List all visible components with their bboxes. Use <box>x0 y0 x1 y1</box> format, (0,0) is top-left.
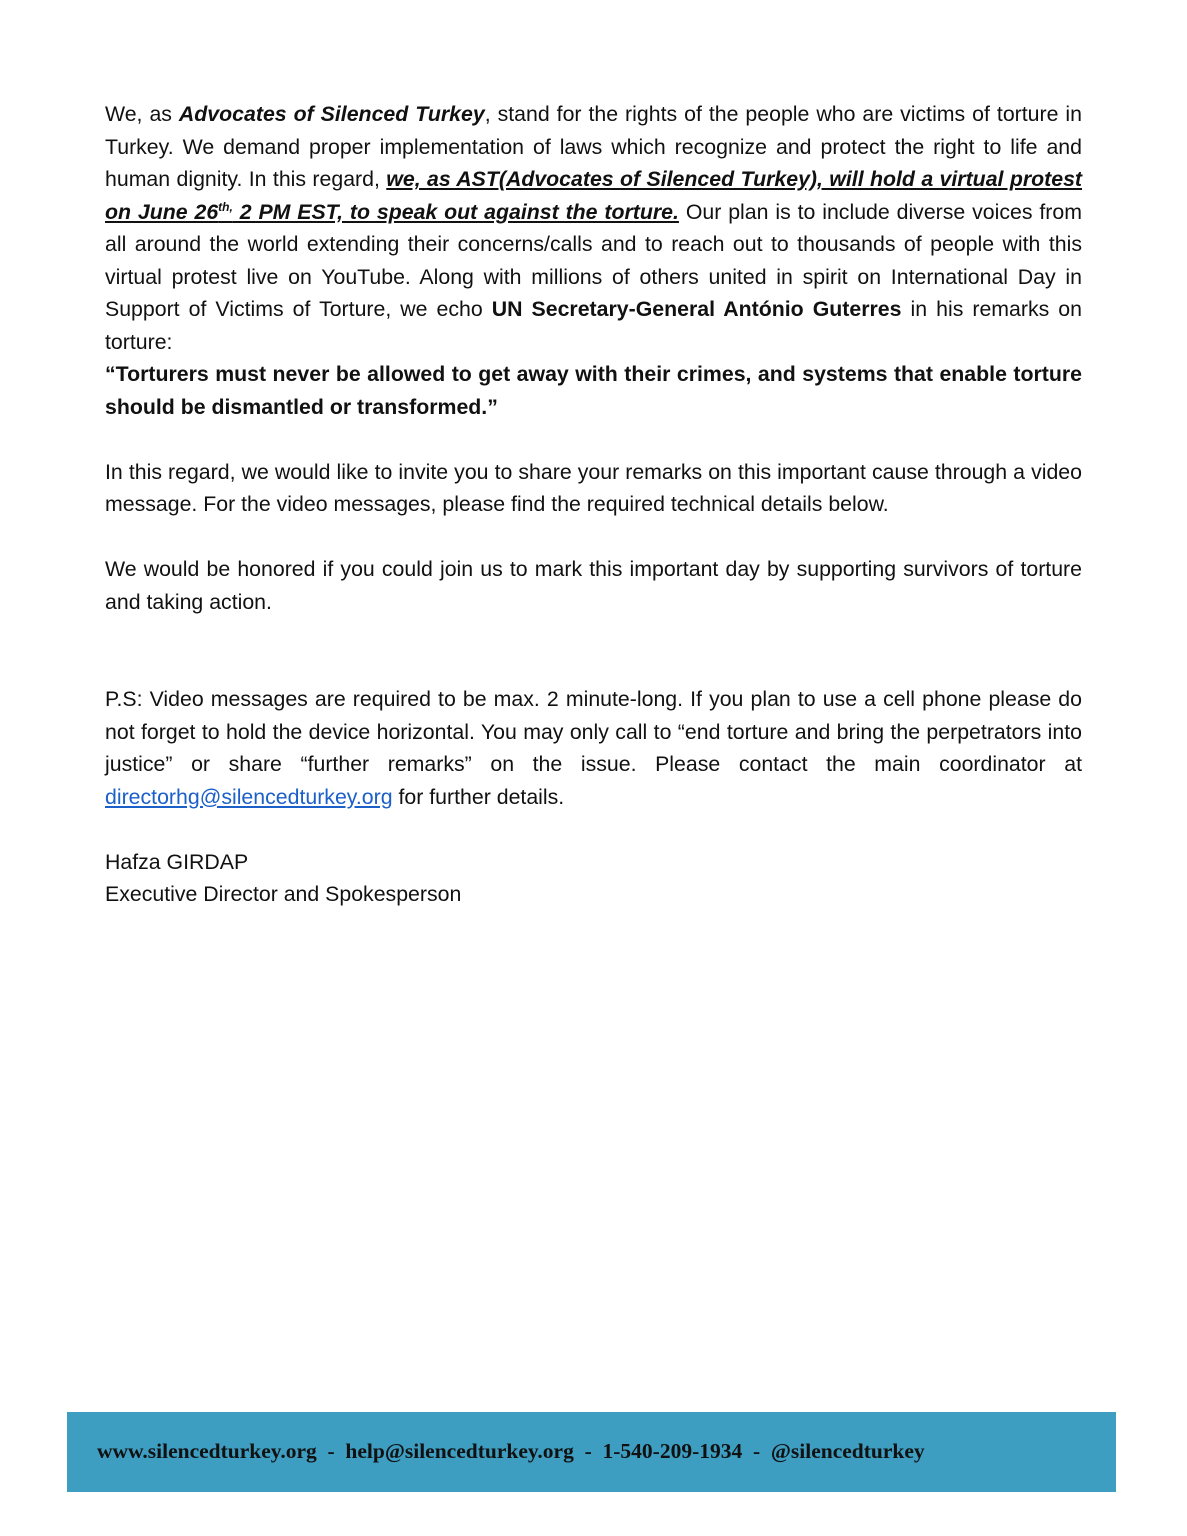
date-suffix: th, <box>218 199 233 214</box>
footer-band <box>67 1412 1116 1492</box>
intro-text-cont: , stand for the rights of the people who are victims of torture in Turkey. We demand proper implementation of laws which recognize and protect the right to life and human dignity. In this regard, <box>105 102 1082 191</box>
ps-text: P.S: Video messages are required to be max. 2 minute-long. If you plan to use a cell phone please do not forget to hold the device horizontal. You may only call to “end torture and bring the perpetrators into justice” or share “further remarks” on the issue. Please contact the main coordinator at <box>105 687 1082 776</box>
intro-text: We, as <box>105 102 179 126</box>
ps-paragraph <box>105 683 1082 813</box>
spacer <box>105 521 1082 554</box>
coordinator-email-link[interactable]: directorhg@silencedturkey.org <box>105 784 393 809</box>
remarks-lead: in his remarks on torture: <box>105 297 1082 354</box>
quote: “Torturers must never be allowed to get away with their crimes, and systems that enable torture should be dismantled or transformed.” <box>105 362 1082 419</box>
signature-block <box>105 846 1082 911</box>
intro-paragraph <box>105 98 1082 358</box>
letter-body <box>105 98 1082 911</box>
footer-contact-line: www.silencedturkey.org - help@silencedturkey.org - 1-540-209-1934 - @silencedturkey <box>97 1439 925 1463</box>
plan-text: Our plan is to include diverse voices from all around the world extending their concerns/calls and to reach out to thousands of people with this virtual protest live on YouTube. Along with millions of others united in spirit on International Day in Support of Victims of Torture, we echo <box>105 199 1082 321</box>
spacer <box>105 618 1082 683</box>
protest-announcement-part1: we, as AST(Advocates of Silenced Turkey), will hold a virtual protest on June 26 <box>105 167 1083 224</box>
ps-text-end: for further details. <box>392 784 565 809</box>
un-secretary-name: UN Secretary-General António Guterres <box>491 297 902 321</box>
honor-paragraph: We would be honored if you could join us to mark this important day by supporting survivors of torture and taking action. <box>105 557 1082 614</box>
spacer <box>105 813 1082 846</box>
protest-announcement-part2: 2 PM EST, to speak out against the torture. <box>232 199 679 224</box>
org-name: Advocates of Silenced Turkey <box>178 102 485 126</box>
signatory-title: Executive Director and Spokesperson <box>105 882 462 906</box>
spacer <box>105 423 1082 456</box>
invitation-paragraph: In this regard, we would like to invite you to share your remarks on this important cause through a video message. For the video messages, please find the required technical details below. <box>105 459 1082 516</box>
signatory-name: Hafza GIRDAP <box>105 849 249 874</box>
